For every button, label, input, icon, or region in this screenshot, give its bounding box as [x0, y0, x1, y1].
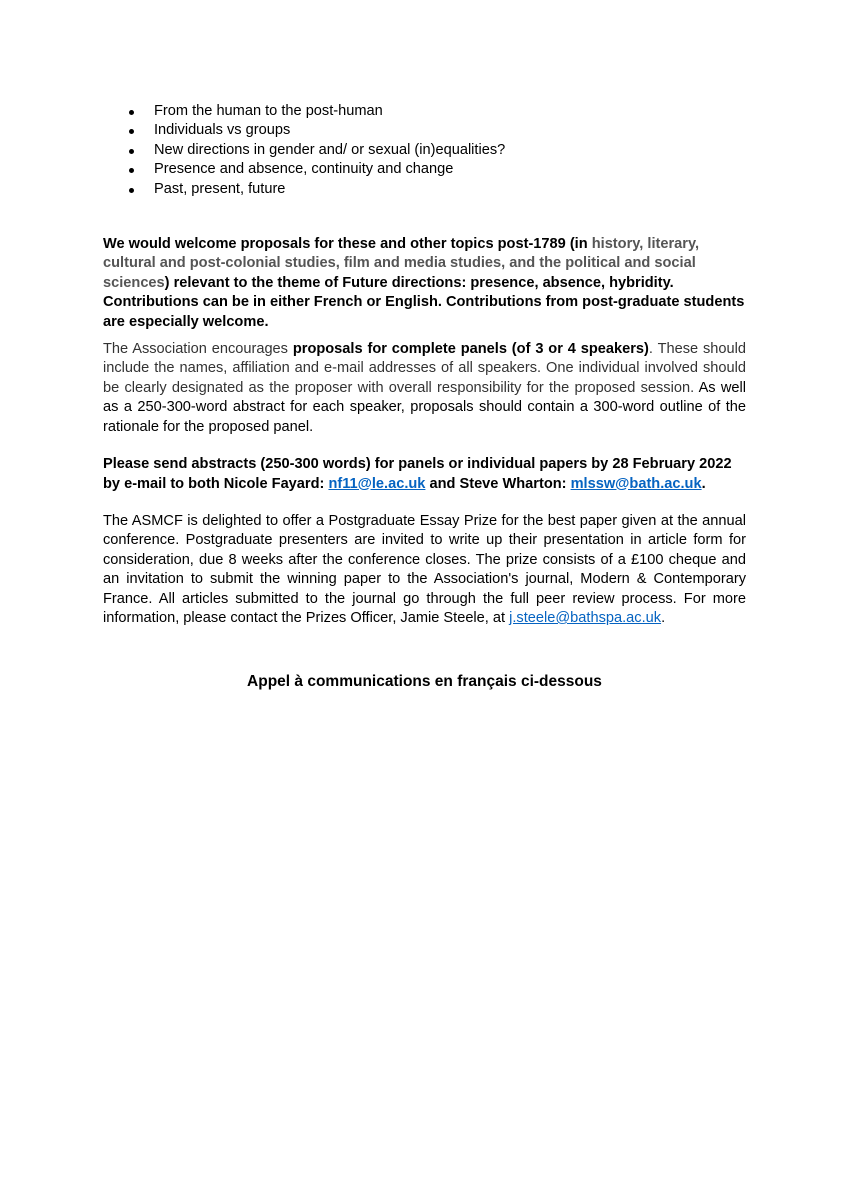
list-item [103, 121, 746, 140]
list-item [103, 102, 746, 121]
prize-text: The ASMCF is delighted to offer a Postgraduate Essay Prize for the best paper given at the annual conference. Postgraduate presenters are invited to write up their presentation in article form for consideration, due 8 weeks after the conference closes. The prize consists of a £100 cheque and an invitation to submit the winning paper to the Association's journal, Modern & Contemporary France. All articles submitted to the journal go through the full peer review process. For more information, please contact the Prizes Officer, Jamie Steele, at [103, 512, 746, 626]
welcome-paragraph [103, 235, 746, 332]
association-intro: The Association encourages [103, 341, 293, 358]
association-bold: proposals for complete panels (of 3 or 4 speakers) [292, 341, 649, 358]
prize-end: . [661, 609, 666, 626]
page-content [103, 102, 746, 692]
association-rest-1: . These should include the names, affiliation and e-mail addresses of all speakers. One individual involved should be clearly designated as the proposer with overall responsibility for the proposed session. [103, 341, 746, 396]
prize-paragraph [103, 512, 746, 628]
association-rest-2: As well as a 250-300-word abstract for each speaker, proposals should contain a 300-word outline of the rationale for the proposed panel. [103, 379, 746, 435]
welcome-text-end: ) relevant to the theme of Future directions: presence, absence, hybridity. Contributions can be in either French or English. Contributions from post-graduate students are especially welcome. [103, 274, 745, 330]
topic-list [103, 102, 746, 199]
bullet-icon [129, 149, 134, 154]
bullet-icon [129, 188, 134, 193]
submission-mid: and Steve Wharton: [425, 475, 571, 492]
list-item [103, 160, 746, 179]
email-link-steele[interactable]: j.steele@bathspa.ac.uk [509, 609, 662, 626]
list-item [103, 180, 746, 199]
association-paragraph [103, 340, 746, 437]
bullet-icon [129, 129, 134, 134]
welcome-text-start: We would welcome proposals for these and other topics post-1789 (in [103, 236, 592, 253]
email-link-wharton[interactable]: mlssw@bath.ac.uk [570, 475, 702, 492]
email-link-fayard[interactable]: nf11@le.ac.uk [328, 475, 426, 492]
submission-text: Please send abstracts (250-300 words) for panels or individual papers by 28 February 2022 by e-mail to both Nicole Fayard: [103, 456, 732, 492]
submission-end: . [701, 475, 706, 492]
list-item [103, 141, 746, 160]
disciplines-text: history, literary, cultural and post-colonial studies, film and media studies, and the political and social sciences [103, 236, 700, 291]
french-call-heading: Appel à communications en français ci-dessous [247, 673, 602, 691]
list-item-text: Individuals vs groups [154, 122, 291, 139]
bullet-icon [129, 168, 134, 173]
submission-paragraph [103, 455, 746, 494]
list-item-text: Presence and absence, continuity and change [154, 161, 454, 178]
list-item-text: Past, present, future [154, 180, 286, 197]
list-item-text: New directions in gender and/ or sexual (in)equalities? [154, 141, 506, 158]
bullet-icon [129, 110, 134, 115]
list-item-text: From the human to the post-human [154, 103, 383, 119]
